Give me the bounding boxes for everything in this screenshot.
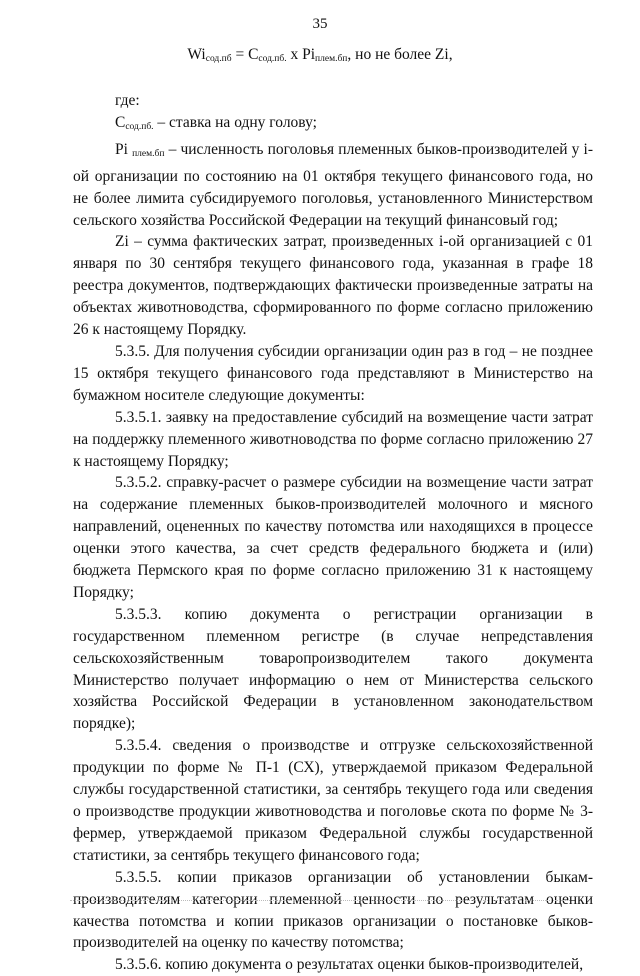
paragraph-5-3-5-6: 5.3.5.6. копию документа о результатах оценки быков-производителей, xyxy=(115,956,584,974)
formula-lhs-sub: сод.пб xyxy=(205,54,232,64)
paragraph-5-3-5-2: 5.3.5.2. справку-расчет о размере субсидии на возмещение части затрат на содержание племенных быков-производителей молочного и мясного направлений, оцененных по качеству потомства или находящихся в процессе оценки этого качества, за счет средств федерального бюджета и (или) бюджета Пермского края по форме согласно приложению 31 к настоящему Порядку; xyxy=(73,474,593,601)
paragraph-5-3-5-5: 5.3.5.5. копии приказов организации об установлении быкам-производителям категории племенной ценности по результатам оценки качества потомства и копии приказов организации о постановке быков-производителей на оценку по качеству потомства; xyxy=(73,868,593,952)
page-bottom-rule xyxy=(70,900,570,901)
def-c-text: – ставка на одну голову; xyxy=(153,113,317,131)
formula-lhs: Wi xyxy=(187,46,206,63)
formula-c-sub: сод.пб. xyxy=(258,54,287,64)
def-pi xyxy=(73,139,593,232)
def-pi-sub: плем.бп xyxy=(132,148,165,159)
formula-pi: Pi xyxy=(302,46,316,63)
subsidy-formula xyxy=(0,46,640,64)
formula-tail: , но не более Zi, xyxy=(347,46,453,63)
paragraph-5-3-5-1: 5.3.5.1. заявку на предоставление субсидий на возмещение части затрат на поддержку племенного животноводства по форме согласно приложению 27 к настоящему Порядку; xyxy=(73,408,593,470)
def-zi: Zi – сумма фактических затрат, произведенных i-ой организацией с 01 января по 30 сентября текущего финансового года, указанная в графе 18 реестра документов, подтверждающих фактически произведенные затраты на объектах животноводства, сформированного по форме согласно приложению 26 к настоящему Порядку. xyxy=(73,233,593,339)
def-c-symbol: С xyxy=(115,113,126,131)
paragraph-5-3-5-3: 5.3.5.3. копию документа о регистрации организации в государственном племенном регистре (в случае непредставления сельскохозяйственным товаропроизводителем такого документа Министерство получает информацию о нем от Министерства сельского хозяйства Российской Федерации в установленном законодательством порядке); xyxy=(73,605,593,733)
document-body xyxy=(73,90,593,976)
formula-pi-sub: плем.бп xyxy=(315,54,348,64)
formula-eq: = xyxy=(235,46,245,63)
def-pi-text: – численность поголовья племенных быков-производителей у i-ой организации по состоянию на 01 октября текущего финансового года, но не более лимита субсидируемого поголовья, установленного Министерством сельского хозяйства Российской Федерации на текущий финансовый год; xyxy=(73,140,594,229)
where-label: где: xyxy=(115,92,140,109)
def-pi-symbol: Pi xyxy=(115,140,128,158)
paragraph-5-3-5: 5.3.5. Для получения субсидии организации один раз в год – не позднее 15 октября текущего финансового года представляют в Министерство на бумажном носителе следующие документы: xyxy=(73,342,593,404)
def-c-sub: сод.пб. xyxy=(125,121,154,132)
paragraph-5-3-5-4: 5.3.5.4. сведения о производстве и отгрузке сельскохозяйственной продукции по форме № П-1 (СХ), утверждаемой приказом Федеральной службы государственной статистики, за сентябрь текущего года или сведения о производстве продукции животноводства и поголовье скота по форме № 3-фермер, утверждаемой приказом Федеральной службы государственной статистики, за сентябрь текущего финансового года; xyxy=(73,737,593,864)
page-number: 35 xyxy=(312,16,328,32)
formula-times: x xyxy=(290,46,299,63)
formula-c: С xyxy=(248,46,259,63)
def-c xyxy=(73,112,593,139)
